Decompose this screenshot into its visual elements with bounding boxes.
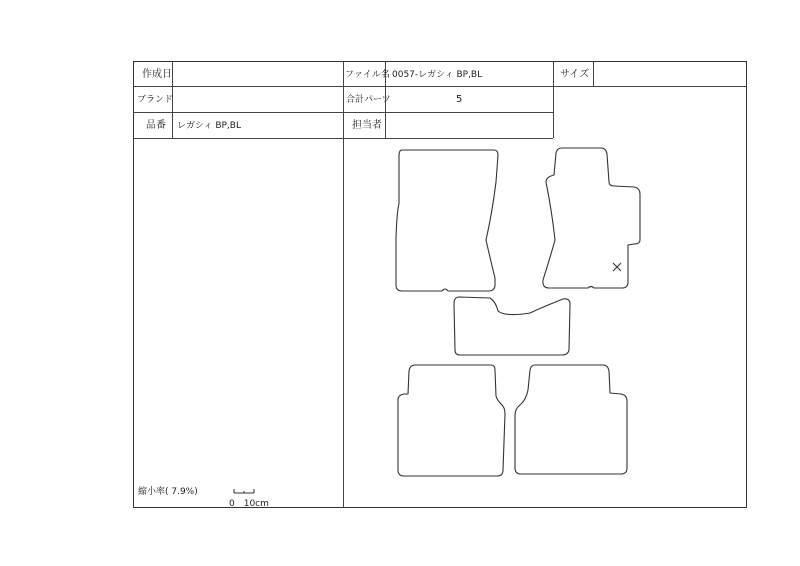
front-right-mat-outline — [543, 148, 640, 288]
scale-ratio-label: 縮小率( 7.9%) — [138, 487, 198, 497]
scale-bar-label: 0 10cm — [229, 499, 269, 509]
person-label: 担当者 — [352, 120, 382, 131]
size-label: サイズ — [560, 69, 590, 80]
brand-label: ブランド — [137, 95, 174, 105]
rear-left-mat-outline — [398, 365, 505, 476]
rear-right-mat-outline — [515, 365, 627, 474]
created-date-label: 作成日 — [142, 69, 172, 80]
scale-bar — [234, 489, 254, 493]
file-name-value: 0057-レガシィ BP,BL — [392, 70, 483, 80]
rear-center-mat-outline — [454, 297, 570, 355]
product-no-value: レガシィ BP,BL — [177, 121, 241, 131]
product-no-label: 品番 — [146, 120, 166, 131]
total-parts-value: 5 — [456, 94, 463, 105]
file-name-label: ファイル名 — [345, 70, 390, 80]
front-left-mat-outline — [396, 150, 498, 291]
total-parts-label: 合計パーツ — [346, 95, 391, 105]
